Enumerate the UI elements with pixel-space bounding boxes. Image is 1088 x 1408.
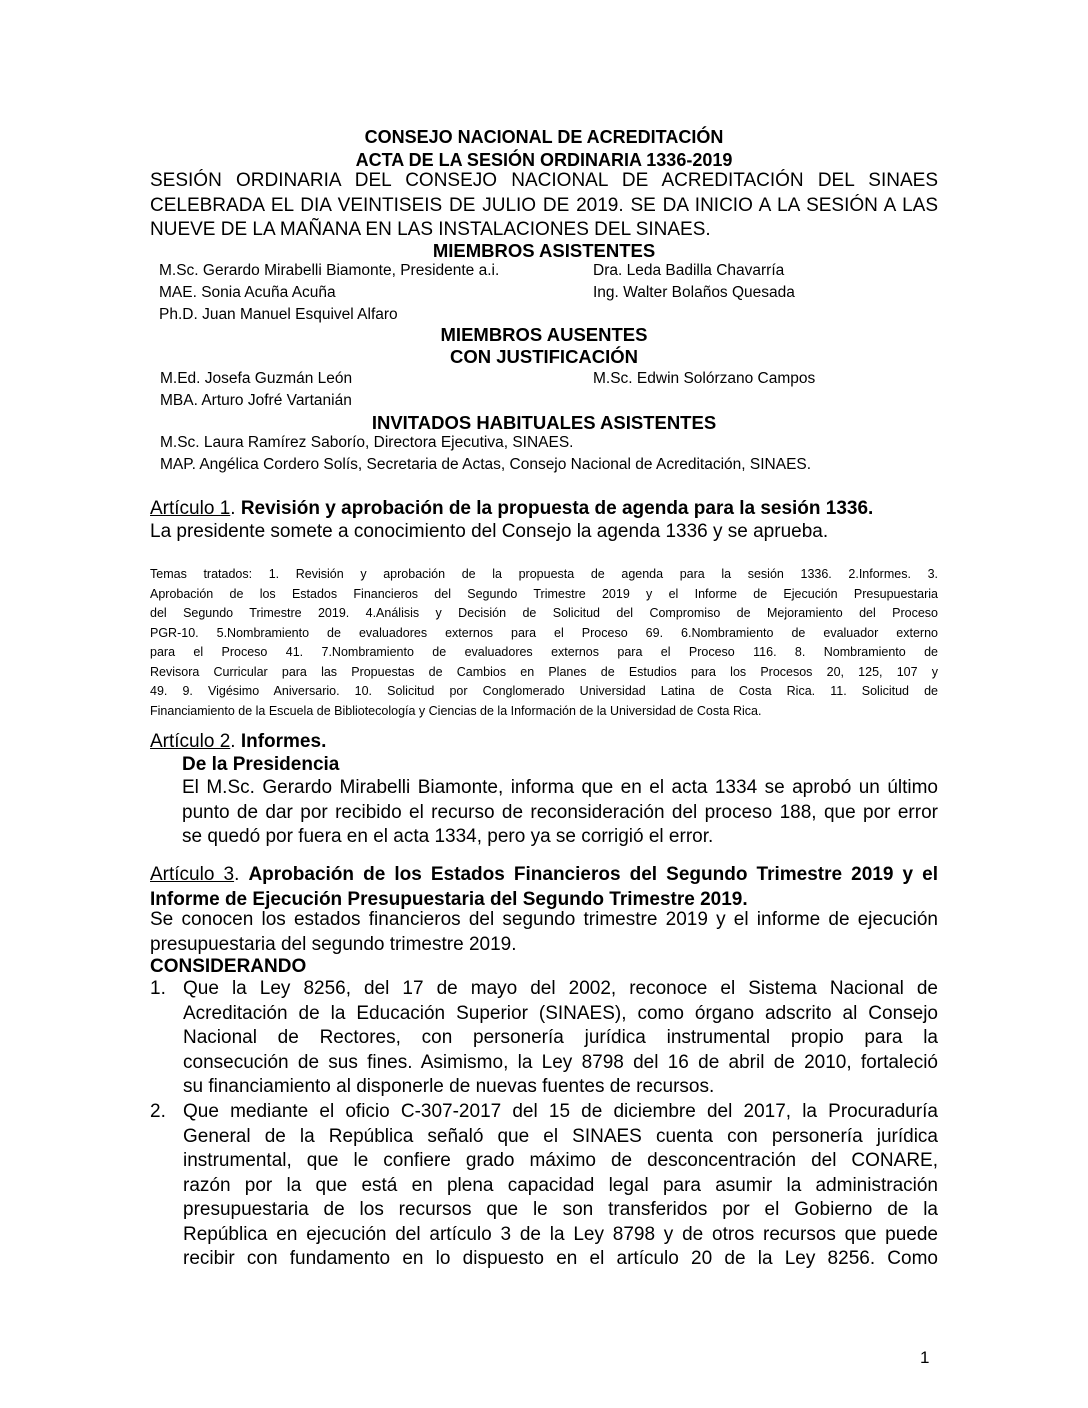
member-name: M.Ed. Josefa Guzmán León [160, 370, 353, 387]
articulo-1-title: Revisión y aprobación de la propuesta de agenda para la sesión 1336. [240, 498, 874, 519]
member-name: Ing. Walter Bolaños Quesada [593, 284, 795, 301]
asistentes-heading: MIEMBROS ASISTENTES [432, 240, 656, 261]
guest-name: MAP. Angélica Cordero Solís, Secretaria de Actas, Consejo Nacional de Acreditación, SINAES. [160, 456, 812, 473]
member-name: Dra. Leda Badilla Chavarría [593, 262, 785, 279]
body-line: se quedó por fuera en el acta 1334, pero ya se corrigió el error. [182, 826, 714, 847]
item-number: 2. [150, 1101, 166, 1122]
justificacion-heading: CON JUSTIFICACIÓN [449, 346, 639, 367]
item-number: 1. [150, 978, 166, 999]
body-line: presupuestaria del segundo trimestre 2019. [150, 933, 517, 955]
temas-tratados [150, 565, 938, 721]
articulo-2-label: Artículo 2 [150, 731, 231, 752]
articulo-3-label: Artículo 3 [150, 864, 235, 885]
body-line: punto de dar por recibido el recurso de reconsideración del proceso 188, que por error [182, 801, 938, 823]
temas-line: Revisora Curricular para las Propuestas de Cambios en Planes de Estudios para los Procesos 20, 125, 107 y [150, 664, 938, 679]
page-number: 1 [920, 1348, 930, 1367]
member-name: MBA. Arturo Jofré Vartanián [160, 392, 352, 409]
temas-line: Financiamiento de la Escuela de Bibliotecología y Ciencias de la Información de la Universidad de Costa Rica. [150, 703, 762, 718]
temas-line: para el Proceso 41. 7.Nombramiento de evaluadores externos para el Proceso 116. 8. Nombramiento de [150, 645, 938, 659]
item-text: Que la Ley 8256, del 17 de mayo del 2002, reconoce el Sistema Nacional de Acreditación de la Educación Superior (SINAES), como órgano adscrito al Consejo Nacional de Rectores, con personería jurídica instrumental propio para la consecución de sus fines. Asimismo, la Ley 8798 del 16 de abril de 2010, fortaleció su financiamiento al disponerle de nuevas fuentes de recursos. [183, 978, 938, 1097]
intro-line: SESIÓN ORDINARIA DEL CONSEJO NACIONAL DE ACREDITACIÓN DEL SINAES [150, 170, 938, 191]
presidencia-subheading: De la Presidencia [182, 754, 340, 775]
body-line: Se conocen los estados financieros del segundo trimestre 2019 y el informe de ejecución [150, 909, 938, 930]
temas-line: Temas tratados: 1. Revisión y aprobación de la propuesta de agenda para la sesión 1336. 2.Informes. 3. [150, 567, 938, 581]
session-title: ACTA DE LA SESIÓN ORDINARIA 1336-2019 [355, 150, 733, 170]
articulo-2-heading: Artículo 2. Informes. [150, 731, 327, 752]
body-line: El M.Sc. Gerardo Mirabelli Biamonte, informa que en el acta 1334 se aprobó un último [182, 777, 938, 798]
temas-line: 49. 9. Vigésimo Aniversario. 10. Solicitud por Conglomerado Universidad Latina de Costa Rica. 11. Solicitud de [150, 684, 938, 698]
temas-line: del Segundo Trimestre 2019. 4.Análisis y Decisión de Solicitud del Compromiso de Mejoramiento del Proceso [150, 606, 938, 620]
articulo-3-title-line: Informe de Ejecución Presupuestaria del Segundo Trimestre 2019. [150, 888, 748, 910]
intro-line: NUEVE DE LA MAÑANA EN LAS INSTALACIONES DEL SINAES. [150, 219, 711, 240]
member-name: M.Sc. Edwin Solórzano Campos [593, 370, 816, 387]
member-name: MAE. Sonia Acuña Acuña [159, 284, 336, 301]
guest-name: M.Sc. Laura Ramírez Saborío, Directora Ejecutiva, SINAES. [160, 434, 574, 451]
articulo-1-label: Artículo 1 [150, 498, 231, 519]
articulo-3-text [150, 908, 938, 957]
intro-line: CELEBRADA EL DIA VEINTISEIS DE JULIO DE 2019. SE DA INICIO A LA SESIÓN A LAS [150, 195, 938, 216]
articulo-3-heading [150, 863, 938, 912]
articulo-1-heading: Artículo 1. Revisión y aprobación de la propuesta de agenda para la sesión 1336. [150, 498, 874, 519]
temas-line: Aprobación de los Estados Financieros del Segundo Trimestre 2019 y el Informe de Ejecución Presupuestaria [150, 586, 938, 601]
considerando-heading: CONSIDERANDO [150, 956, 307, 977]
articulo-2-body [182, 776, 938, 850]
articulo-3-title-line: Artículo 3. Aprobación de los Estados Financieros del Segundo Trimestre 2019 y el [150, 864, 938, 885]
invitados-heading: INVITADOS HABITUALES ASISTENTES [371, 412, 717, 433]
temas-line: PGR-10. 5.Nombramiento de evaluadores externos para el Proceso 69. 6.Nombramiento de evaluador externo [150, 625, 938, 640]
articulo-2-title: Informes. [240, 731, 327, 752]
item-text: Que mediante el oficio C-307-2017 del 15 de diciembre del 2017, la Procuraduría General de la República señaló que el SINAES cuenta con personería jurídica instrumental, que le confiere grado máximo de desconcentración del CONARE, razón por la que está en plena capacidad legal para asumir la administración presupuestaria de los recursos que le son transferidos por el Gobierno de la República en ejecución del artículo 3 de la Ley 8798 y de otros recursos que puede recibir con fundamento en lo dispuesto en el artículo 20 de la Ley 8256. Como [183, 1101, 938, 1269]
ausentes-heading: MIEMBROS AUSENTES [440, 324, 648, 345]
member-name: M.Sc. Gerardo Mirabelli Biamonte, Presidente a.i. [159, 262, 500, 279]
document-title: CONSEJO NACIONAL DE ACREDITACIÓN [364, 127, 724, 147]
articulo-1-text: La presidente somete a conocimiento del Consejo la agenda 1336 y se aprueba. [150, 521, 829, 542]
member-name: Ph.D. Juan Manuel Esquivel Alfaro [159, 306, 398, 323]
